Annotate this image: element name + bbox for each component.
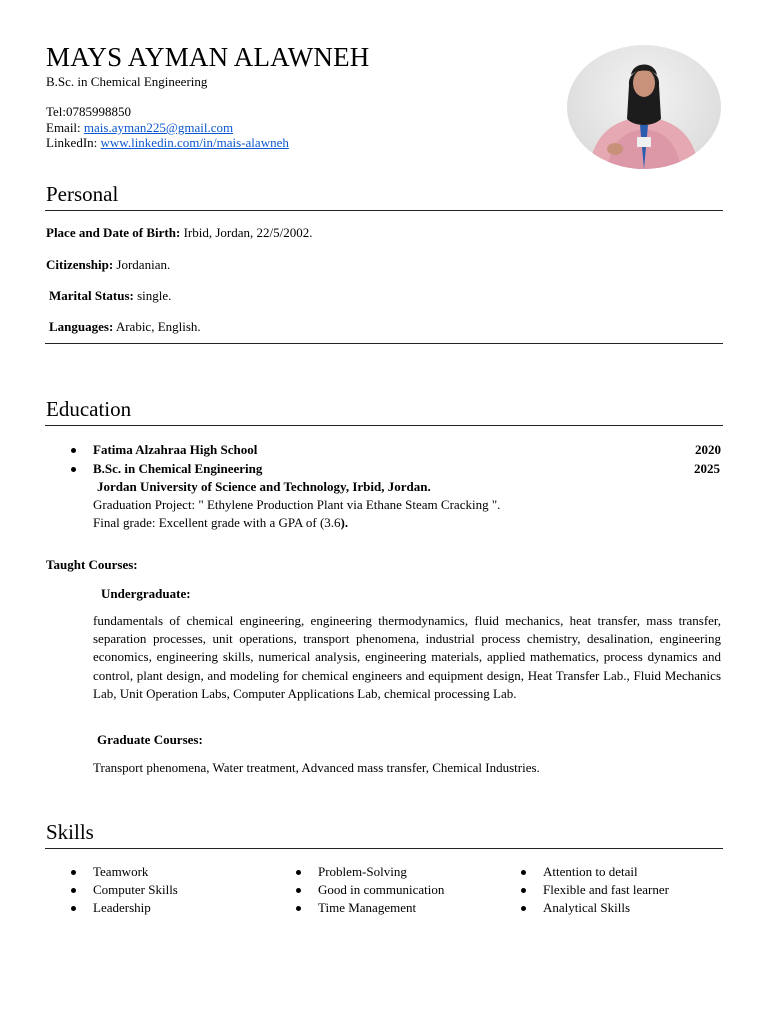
languages-field: [49, 319, 201, 335]
marital-status-label: Marital Status:: [49, 288, 134, 303]
taught-courses-title: Taught Courses:: [46, 557, 138, 572]
languages-value: Arabic, English.: [113, 319, 201, 334]
person-portrait-icon: [567, 45, 721, 169]
linkedin-link[interactable]: www.linkedin.com/in/mais-alawneh: [100, 135, 289, 150]
linkedin-label: LinkedIn:: [46, 135, 101, 150]
school-year: 2020: [695, 442, 721, 457]
final-grade-text: Final grade: Excellent grade with a GPA of (3.6: [93, 515, 341, 530]
bullet-icon: [296, 870, 301, 875]
skill-item: Leadership: [93, 900, 151, 915]
skills-section-title: Skills: [46, 820, 94, 844]
bullet-icon: [521, 870, 526, 875]
profile-photo: [567, 45, 721, 169]
final-grade: [93, 515, 348, 531]
linkedin-line: [46, 135, 289, 151]
skill-item: Time Management: [318, 900, 417, 915]
university-name: Jordan University of Science and Technology, Irbid, Jordan.: [97, 479, 431, 494]
skill-item: Problem-Solving: [318, 864, 407, 879]
bullet-icon: [296, 906, 301, 911]
full-name: MAYS AYMAN ALAWNEH: [46, 42, 370, 72]
skill-item: Attention to detail: [543, 864, 638, 879]
skill-item: Flexible and fast learner: [543, 882, 669, 897]
degree-subtitle: B.Sc. in Chemical Engineering: [46, 74, 208, 89]
personal-divider: [45, 210, 723, 211]
bullet-icon: [71, 467, 76, 472]
skill-item: Computer Skills: [93, 882, 178, 897]
bullet-icon: [71, 906, 76, 911]
school-name: Fatima Alzahraa High School: [93, 442, 258, 457]
education-item: [93, 442, 721, 458]
undergraduate-title: Undergraduate:: [101, 586, 191, 601]
education-item: [93, 461, 720, 477]
education-section-title: Education: [46, 397, 132, 421]
languages-label: Languages:: [49, 319, 114, 334]
skills-divider: [45, 848, 723, 849]
marital-status-field: [49, 288, 171, 304]
graduate-courses-title: Graduate Courses:: [97, 732, 203, 747]
personal-section-title: Personal: [46, 182, 119, 206]
marital-status-value: single.: [133, 288, 172, 303]
bullet-icon: [71, 888, 76, 893]
citizenship-label: Citizenship:: [46, 257, 114, 272]
skill-item: Good in communication: [318, 882, 445, 897]
skill-item: Analytical Skills: [543, 900, 631, 915]
bullet-icon: [521, 906, 526, 911]
undergraduate-courses: fundamentals of chemical engineering, engineering thermodynamics, fluid mechanics, heat transfer, mass transfer, separation processes, unit operations, transport phenomena, industrial process chemistry, desalination, engineering economics, engineering skills, numerical analysis, engineering materials, applied mathematics, process dynamics and control, plant design, and modeling for chemical engineers and equipment design, Heat Transfer Lab., Fluid Mechanics Lab, Unit Operation Labs, Computer Applications Lab, chemical processing Lab.: [93, 613, 721, 701]
birth-field: [46, 225, 312, 241]
birth-label: Place and Date of Birth:: [46, 225, 181, 240]
graduate-courses: Transport phenomena, Water treatment, Advanced mass transfer, Chemical Industries.: [93, 760, 540, 775]
final-grade-end: ).: [340, 515, 349, 530]
degree-name: B.Sc. in Chemical Engineering: [93, 461, 263, 476]
email-line: [46, 120, 233, 136]
bullet-icon: [71, 870, 76, 875]
personal-bottom-divider: [45, 343, 723, 344]
bullet-icon: [71, 448, 76, 453]
email-label: Email:: [46, 120, 84, 135]
citizenship-value: Jordanian.: [113, 257, 171, 272]
education-divider: [45, 425, 723, 426]
bullet-icon: [521, 888, 526, 893]
degree-year: 2025: [694, 461, 720, 476]
email-link[interactable]: mais.ayman225@gmail.com: [83, 120, 234, 135]
birth-value: Irbid, Jordan, 22/5/2002.: [180, 225, 313, 240]
graduation-project: Graduation Project: " Ethylene Production Plant via Ethane Steam Cracking ".: [93, 497, 501, 512]
citizenship-field: [46, 257, 170, 273]
phone-number: Tel:0785998850: [46, 104, 132, 119]
bullet-icon: [296, 888, 301, 893]
skill-item: Teamwork: [93, 864, 149, 879]
